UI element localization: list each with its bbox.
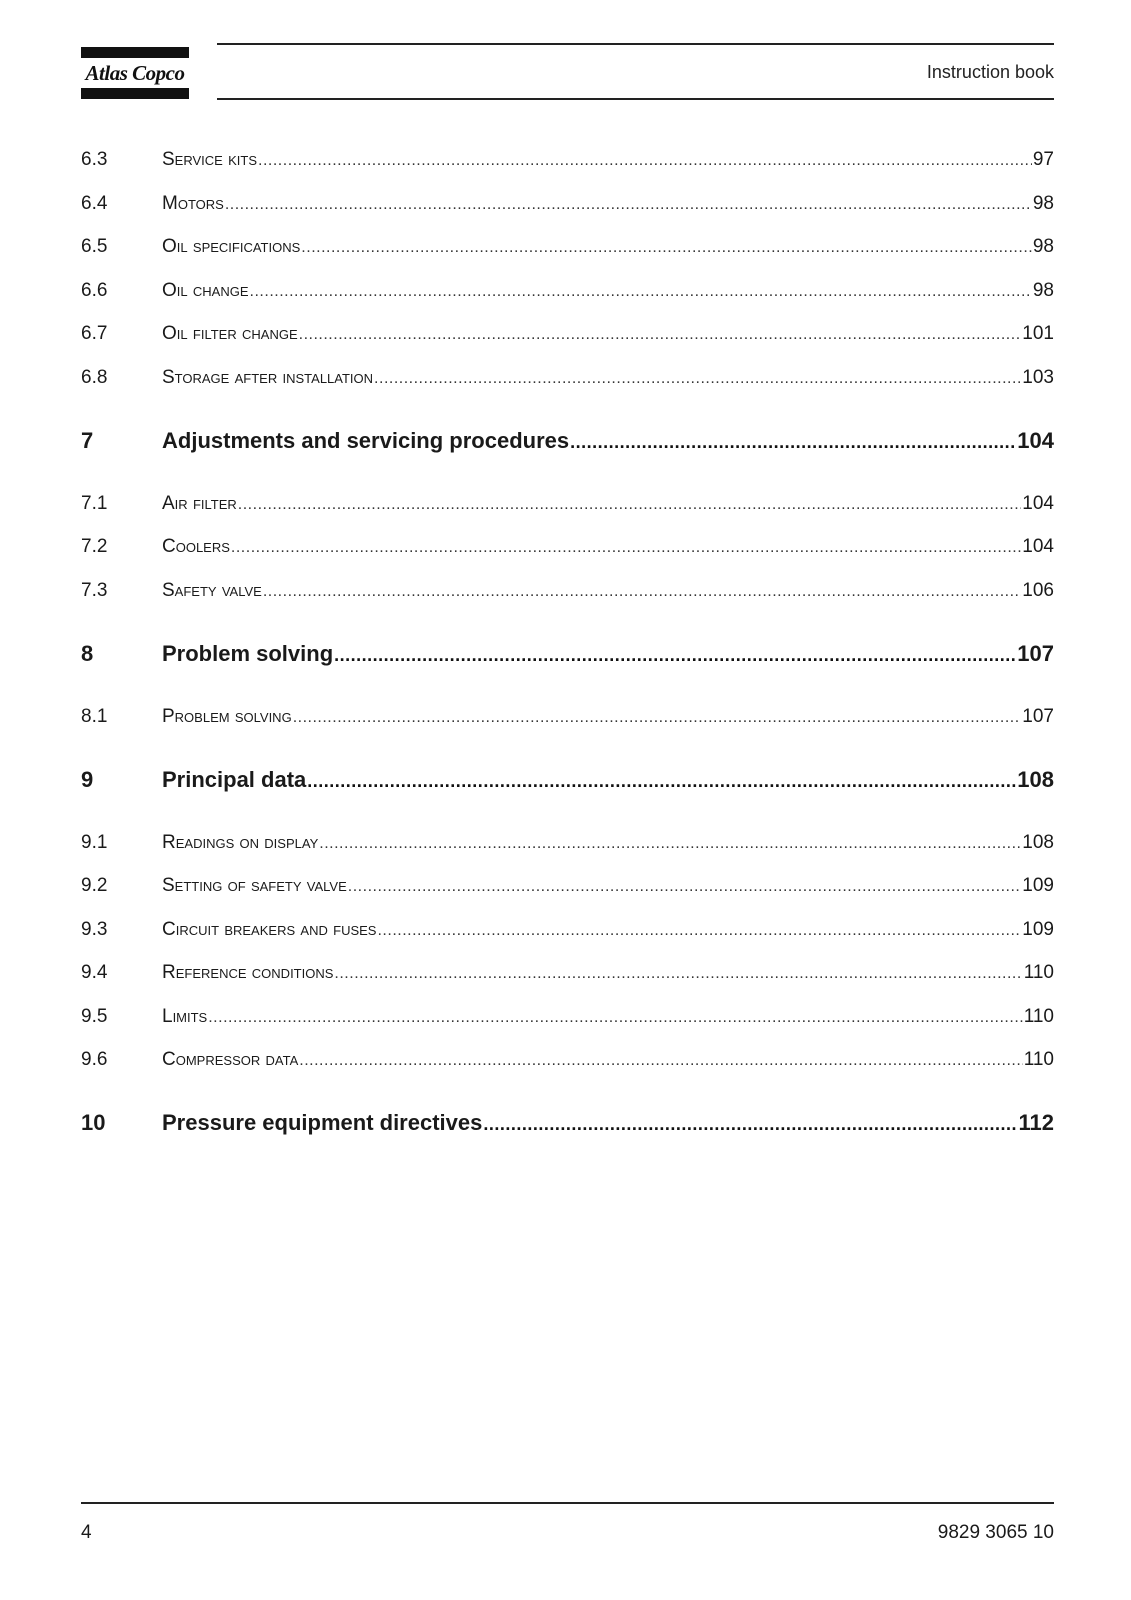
toc-entry-line xyxy=(162,917,1054,943)
header-rule-top xyxy=(217,43,1054,45)
toc-entry-line xyxy=(162,1110,1054,1136)
toc-entry-number: 7.1 xyxy=(81,493,108,514)
toc-entry-number: 6.5 xyxy=(81,236,108,257)
toc-entry-number: 9.4 xyxy=(81,962,108,983)
toc-entry-title: Problem solving xyxy=(162,641,334,666)
toc-section-entry[interactable] xyxy=(81,234,1054,260)
toc-dot-leader xyxy=(299,1048,1022,1074)
toc-entry-page: 109 xyxy=(1022,875,1054,896)
toc-entry-title: Compressor data xyxy=(162,1049,299,1070)
toc-entry-title: Reference conditions xyxy=(162,962,334,983)
toc-entry-line xyxy=(162,278,1054,304)
toc-dot-leader xyxy=(483,1111,1017,1137)
toc-entry-title: Storage after installation xyxy=(162,367,374,388)
toc-entry-title: Service kits xyxy=(162,149,258,170)
toc-entry-number: 6.6 xyxy=(81,280,108,301)
header-rule-bottom xyxy=(217,98,1054,100)
page-number: 4 xyxy=(81,1522,92,1543)
toc-entry-line xyxy=(162,830,1054,856)
toc-entry-number: 6.8 xyxy=(81,367,108,388)
toc-entry-title: Coolers xyxy=(162,536,230,557)
atlas-copco-logo xyxy=(81,47,189,99)
toc-section-entry[interactable] xyxy=(81,1004,1054,1030)
toc-section-entry[interactable] xyxy=(81,960,1054,986)
toc-entry-page: 107 xyxy=(1017,641,1054,666)
toc-entry-line xyxy=(162,873,1054,899)
toc-chapter-entry[interactable] xyxy=(81,767,1054,793)
toc-chapter-entry[interactable] xyxy=(81,1110,1054,1136)
toc-dot-leader xyxy=(238,492,1022,518)
toc-entry-title: Problem solving xyxy=(162,706,292,727)
toc-dot-leader xyxy=(348,874,1022,900)
toc-entry-title: Readings on display xyxy=(162,832,319,853)
toc-entry-line xyxy=(162,191,1054,217)
toc-section-entry[interactable] xyxy=(81,278,1054,304)
toc-section-entry[interactable] xyxy=(81,1047,1054,1073)
toc-entry-number: 10 xyxy=(81,1110,106,1135)
toc-dot-leader xyxy=(250,279,1032,305)
toc-section-entry[interactable] xyxy=(81,365,1054,391)
toc-section-entry[interactable] xyxy=(81,578,1054,604)
toc-dot-leader xyxy=(263,579,1021,605)
toc-entry-line xyxy=(162,428,1054,454)
toc-entry-line xyxy=(162,365,1054,391)
toc-entry-number: 9.2 xyxy=(81,875,108,896)
toc-chapter-entry[interactable] xyxy=(81,428,1054,454)
toc-dot-leader xyxy=(301,235,1032,261)
toc-chapter-entry[interactable] xyxy=(81,641,1054,667)
toc-entry-page: 101 xyxy=(1022,323,1054,344)
toc-entry-title: Circuit breakers and fuses xyxy=(162,919,377,940)
toc-entry-page: 104 xyxy=(1022,536,1054,557)
toc-dot-leader xyxy=(334,642,1016,668)
toc-entry-line xyxy=(162,767,1054,793)
toc-entry-page: 110 xyxy=(1023,1006,1054,1027)
toc-entry-title: Motors xyxy=(162,193,224,214)
toc-dot-leader xyxy=(293,705,1022,731)
toc-entry-line xyxy=(162,321,1054,347)
toc-entry-number: 7 xyxy=(81,428,94,453)
toc-entry-page: 109 xyxy=(1022,919,1054,940)
toc-dot-leader xyxy=(299,322,1022,348)
toc-dot-leader xyxy=(225,192,1032,218)
footer-rule xyxy=(81,1502,1054,1504)
toc-dot-leader xyxy=(231,535,1021,561)
toc-entry-page: 112 xyxy=(1018,1110,1054,1135)
toc-entry-page: 104 xyxy=(1017,428,1054,453)
toc-entry-page: 108 xyxy=(1022,832,1054,853)
toc-entry-number: 9.1 xyxy=(81,832,108,853)
logo-bar-top xyxy=(81,47,189,58)
toc-section-entry[interactable] xyxy=(81,191,1054,217)
toc-entry-line xyxy=(162,1047,1054,1073)
toc-entry-number: 8 xyxy=(81,641,94,666)
toc-entry-page: 103 xyxy=(1022,367,1054,388)
toc-entry-number: 8.1 xyxy=(81,706,108,727)
toc-entry-page: 107 xyxy=(1022,706,1054,727)
toc-entry-title: Oil specifications xyxy=(162,236,301,257)
toc-entry-title: Oil filter change xyxy=(162,323,298,344)
toc-entry-page: 97 xyxy=(1032,149,1054,170)
toc-entry-line xyxy=(162,234,1054,260)
toc-entry-line xyxy=(162,1004,1054,1030)
toc-section-entry[interactable] xyxy=(81,491,1054,517)
toc-entry-line xyxy=(162,491,1054,517)
toc-entry-page: 104 xyxy=(1022,493,1054,514)
document-number: 9829 3065 10 xyxy=(937,1522,1054,1543)
toc-dot-leader xyxy=(377,918,1021,944)
toc-dot-leader xyxy=(570,429,1016,455)
book-title: Instruction book xyxy=(926,62,1054,82)
toc-section-entry[interactable] xyxy=(81,830,1054,856)
toc-entry-page: 110 xyxy=(1023,1049,1054,1070)
toc-section-entry[interactable] xyxy=(81,873,1054,899)
toc-entry-title: Oil change xyxy=(162,280,249,301)
toc-entry-number: 9.6 xyxy=(81,1049,108,1070)
toc-entry-page: 98 xyxy=(1032,193,1054,214)
toc-section-entry[interactable] xyxy=(81,917,1054,943)
toc-entry-line xyxy=(162,147,1054,173)
toc-entry-title: Adjustments and servicing procedures xyxy=(162,428,570,453)
toc-entry-title: Principal data xyxy=(162,767,307,792)
toc-section-entry[interactable] xyxy=(81,321,1054,347)
toc-dot-leader xyxy=(374,366,1021,392)
toc-dot-leader xyxy=(334,961,1022,987)
toc-entry-line xyxy=(162,960,1054,986)
toc-entry-title: Pressure equipment directives xyxy=(162,1110,483,1135)
logo-bar-bottom xyxy=(81,88,189,99)
toc-entry-title: Limits xyxy=(162,1006,208,1027)
logo-wordmark: Atlas Copco xyxy=(85,61,185,85)
toc-entry-page: 110 xyxy=(1023,962,1054,983)
toc-entry-title: Setting of safety valve xyxy=(162,875,347,896)
toc-entry-page: 106 xyxy=(1022,580,1054,601)
toc-entry-number: 6.3 xyxy=(81,149,108,170)
toc-entry-number: 6.4 xyxy=(81,193,108,214)
toc-entry-number: 9.3 xyxy=(81,919,108,940)
toc-section-entry[interactable] xyxy=(81,147,1054,173)
toc-dot-leader xyxy=(307,768,1016,794)
toc-entry-title: Safety valve xyxy=(162,580,262,601)
toc-entry-number: 6.7 xyxy=(81,323,108,344)
toc-entry-page: 108 xyxy=(1017,767,1054,792)
toc-entry-line xyxy=(162,578,1054,604)
toc-dot-leader xyxy=(319,831,1021,857)
toc-entry-number: 7.2 xyxy=(81,536,108,557)
toc-entry-number: 9 xyxy=(81,767,94,792)
toc-entry-title: Air filter xyxy=(162,493,237,514)
toc-entry-number: 9.5 xyxy=(81,1006,108,1027)
toc-dot-leader xyxy=(208,1005,1022,1031)
toc-dot-leader xyxy=(258,148,1032,174)
toc-entry-line xyxy=(162,704,1054,730)
toc-section-entry[interactable] xyxy=(81,534,1054,560)
toc-entry-page: 98 xyxy=(1032,236,1054,257)
toc-entry-line xyxy=(162,534,1054,560)
toc-entry-page: 98 xyxy=(1032,280,1054,301)
toc-entry-number: 7.3 xyxy=(81,580,108,601)
toc-entry-line xyxy=(162,641,1054,667)
toc-section-entry[interactable] xyxy=(81,704,1054,730)
